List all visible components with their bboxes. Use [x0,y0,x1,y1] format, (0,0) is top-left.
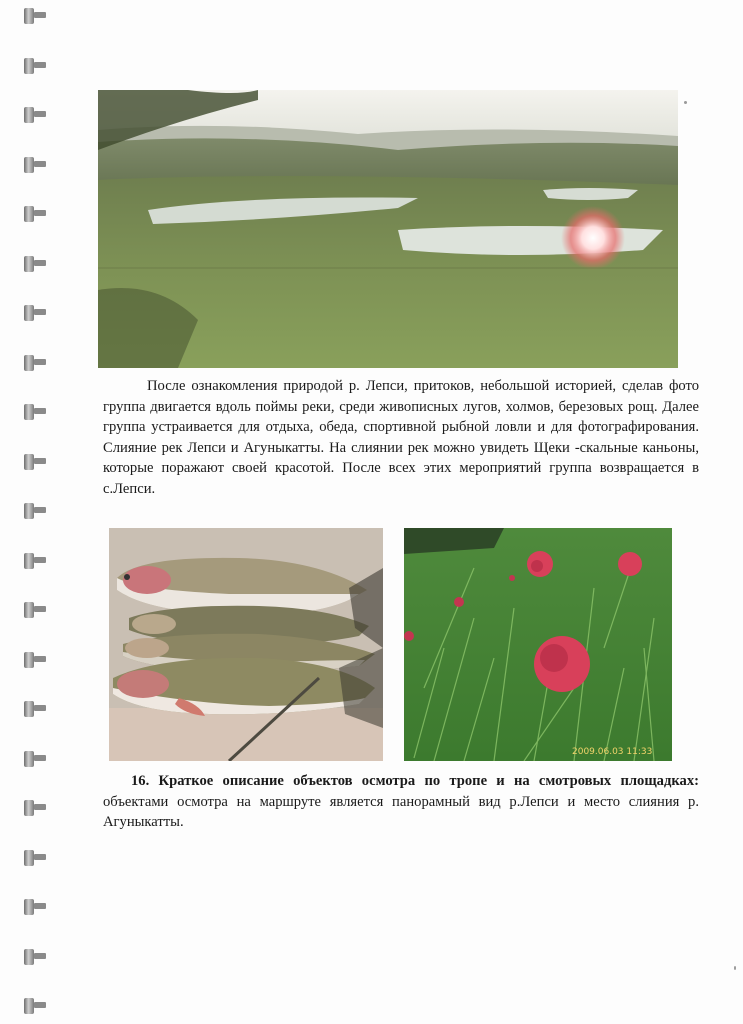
binding-ring [18,749,48,769]
binding-hole [34,161,46,167]
binding-ring [18,996,48,1016]
binding-coil [24,58,34,74]
binding-hole [34,557,46,563]
binding-ring [18,600,48,620]
binding-hole [34,1002,46,1008]
binding-coil [24,998,34,1014]
binding-ring [18,897,48,917]
binding-ring [18,501,48,521]
scan-speck [734,966,736,970]
binding-ring [18,402,48,422]
binding-ring [18,452,48,472]
binding-coil [24,751,34,767]
binding-coil [24,404,34,420]
binding-hole [34,458,46,464]
binding-ring [18,155,48,175]
binding-hole [34,854,46,860]
binding-coil [24,454,34,470]
binding-ring [18,204,48,224]
binding-coil [24,305,34,321]
binding-coil [24,355,34,371]
binding-hole [34,12,46,18]
fish-photo [109,528,383,761]
route-description-paragraph: После ознакомления природой р. Лепси, притоков, небольшой историей, сделав фото группа двигается вдоль поймы реки, среди живописных лугов, холмов, березовых рощ. Далее группа устраивается для отдыха, обеда, спортивной рыбной ловли и для фотографирования. Слияние рек Лепси и Агуныкатты. На слиянии рек можно увидеть Щеки -скальные каньоны, которые поражают своей красотой. После всех этих мероприятий группа возвращается в с.Лепси. [103,378,699,497]
binding-coil [24,602,34,618]
scan-speck [684,101,687,104]
binding-coil [24,652,34,668]
binding-ring [18,798,48,818]
binding-hole [34,309,46,315]
binding-coil [24,503,34,519]
binding-ring [18,848,48,868]
binding-hole [34,210,46,216]
peony-flowers-photo [404,528,672,761]
binding-coil [24,206,34,222]
binding-hole [34,804,46,810]
binding-coil [24,157,34,173]
binding-hole [34,260,46,266]
photo-date-stamp: 2009.06.03 11:33 [572,747,653,757]
section-16-paragraph [103,771,699,833]
binding-hole [34,755,46,761]
binding-coil [24,899,34,915]
binding-hole [34,903,46,909]
binding-coil [24,256,34,272]
binding-ring [18,650,48,670]
binding-ring [18,56,48,76]
binding-ring [18,699,48,719]
binding-hole [34,656,46,662]
binding-hole [34,408,46,414]
binding-ring [18,254,48,274]
binding-ring [18,105,48,125]
binding-ring [18,303,48,323]
binding-coil [24,107,34,123]
binding-hole [34,62,46,68]
binding-hole [34,359,46,365]
binding-coil [24,850,34,866]
binding-ring [18,947,48,967]
section-16-text: объектами осмотра на маршруте является панорамный вид р.Лепси и место слияния р. Агуныкатты. [103,793,699,830]
binding-hole [34,507,46,513]
binding-hole [34,606,46,612]
landscape-photo [98,90,678,368]
binding-coil [24,701,34,717]
section-16-heading: 16. Краткое описание объектов осмотра по тропе и на смотровых площадках: [131,773,699,789]
binding-ring [18,551,48,571]
binding-coil [24,949,34,965]
binding-hole [34,111,46,117]
binding-ring [18,353,48,373]
spiral-binding [18,0,52,1024]
binding-coil [24,8,34,24]
binding-ring [18,6,48,26]
binding-hole [34,953,46,959]
binding-coil [24,800,34,816]
binding-hole [34,705,46,711]
binding-coil [24,553,34,569]
